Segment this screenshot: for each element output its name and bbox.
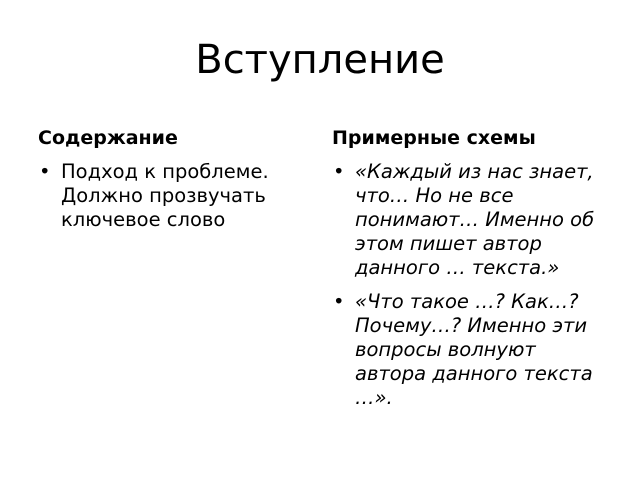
bullet-item	[332, 160, 612, 280]
schemes-heading: Примерные схемы	[332, 127, 536, 149]
bullet-item	[38, 160, 308, 232]
bullet-text: «Каждый из нас знает, что… Но не все понимают… Именно об этом пишет автор данного … текста.»	[355, 160, 595, 279]
bullet-text: «Что такое …? Как…? Почему…? Именно эти вопросы волнуют автора данного текста …».	[355, 290, 593, 409]
bullet-text: Подход к проблеме. Должно прозвучать ключевое слово	[61, 160, 269, 231]
content-bullet-list	[38, 160, 308, 232]
content-heading: Содержание	[38, 127, 178, 149]
slide-title: Вступление	[195, 37, 445, 83]
bullet-icon: •	[39, 160, 51, 183]
schemes-column	[332, 126, 612, 420]
bullet-icon: •	[333, 290, 345, 313]
bullet-item	[332, 290, 612, 410]
schemes-bullet-list	[332, 160, 612, 410]
bullet-icon: •	[333, 160, 345, 183]
content-column	[38, 126, 308, 242]
